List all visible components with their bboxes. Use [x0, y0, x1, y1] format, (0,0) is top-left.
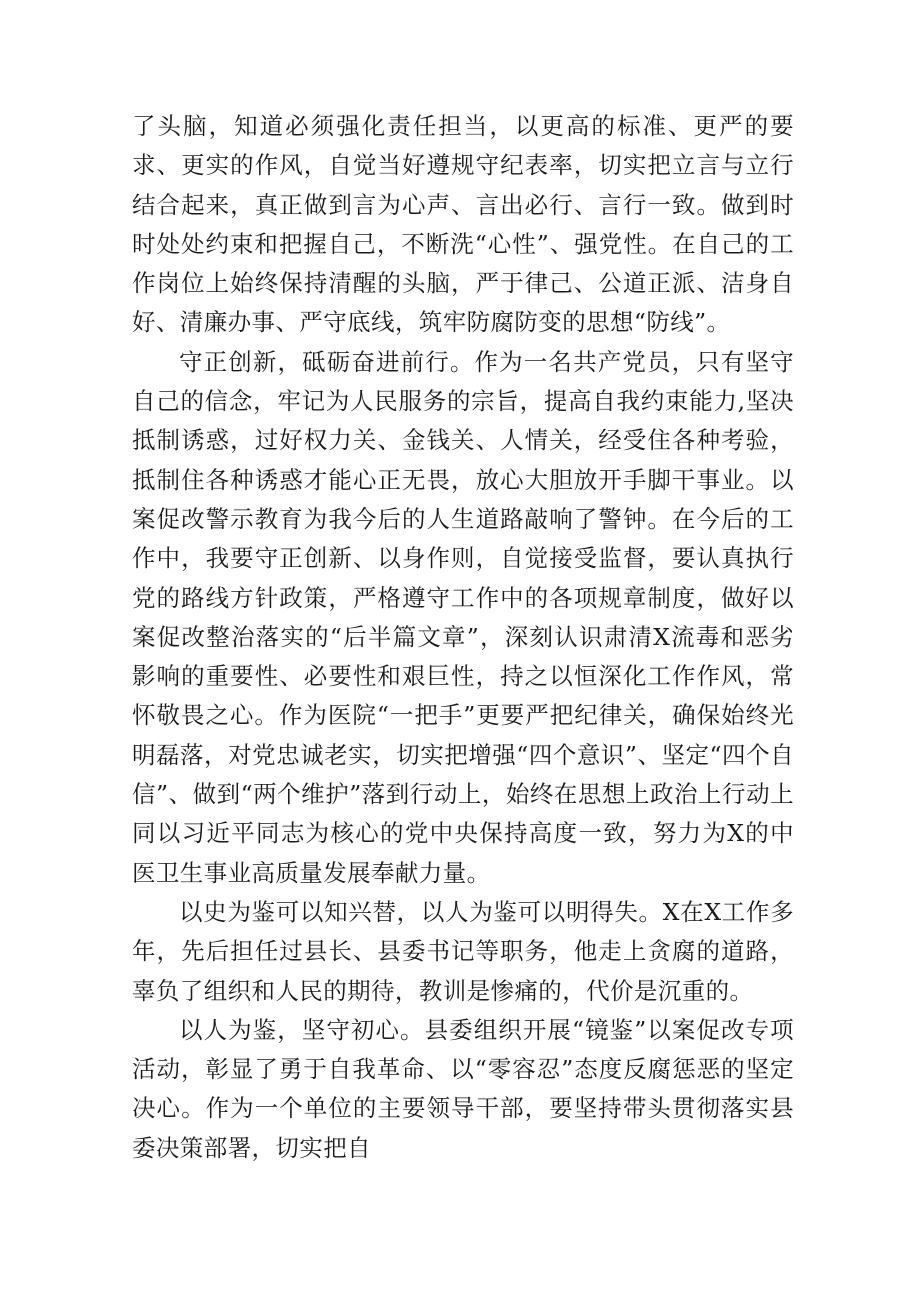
paragraph-4: 以人为鉴，坚守初心。县委组织开展“镜鉴”以案促改专项活动，彰显了勇于自我革命、以“零容忍”态度反腐惩恶的坚定决心。作为一个单位的主要领导干部，要坚持带头贯彻落实县委决策部署，切实把自	[132, 1015, 794, 1162]
paragraph-3: 以史为鉴可以知兴替，以人为鉴可以明得失。X在X工作多年，先后担任过县长、县委书记等职务，他走上贪腐的道路，辜负了组织和人民的期待，教训是惨痛的，代价是沉重的。	[132, 897, 794, 1005]
paragraph-2: 守正创新，砥砺奋进前行。作为一名共产党员，只有坚守自己的信念，牢记为人民服务的宗旨，提高自我约束能力,坚决抵制诱惑，过好权力关、金钱关、人情关，经受住各种考验，抵制住各种诱惑才能心正无畏，放心大胆放开手脚干事业。以案促改警示教育为我今后的人生道路敲响了警钟。在今后的工作中，我要守正创新、以身作则，自觉接受监督，要认真执行党的路线方针政策，严格遵守工作中的各项规章制度，做好以案促改整治落实的“后半篇文章”，深刻认识肃清X流毒和恶劣影响的重要性、必要性和艰巨性，持之以恒深化工作作风，常怀敬畏之心。作为医院“一把手”更要严把纪律关，确保始终光明磊落，对党忠诚老实，切实把增强“四个意识”、坚定“四个自信”、做到“两个维护”落到行动上，始终在思想上政治上行动上同以习近平同志为核心的党中央保持高度一致，努力为X的中医卫生事业高质量发展奉献力量。	[132, 347, 794, 887]
paragraph-1: 了头脑，知道必须强化责任担当，以更高的标准、更严的要求、更实的作风，自觉当好遵规守纪表率，切实把立言与立行结合起来，真正做到言为心声、言出必行、言行一致。做到时时处处约束和把握自己，不断洗“心性”、强党性。在自己的工作岗位上始终保持清醒的头脑，严于律己、公道正派、洁身自好、清廉办事、严守底线，筑牢防腐防变的思想“防线”。	[132, 112, 794, 337]
document-body	[132, 107, 794, 1168]
